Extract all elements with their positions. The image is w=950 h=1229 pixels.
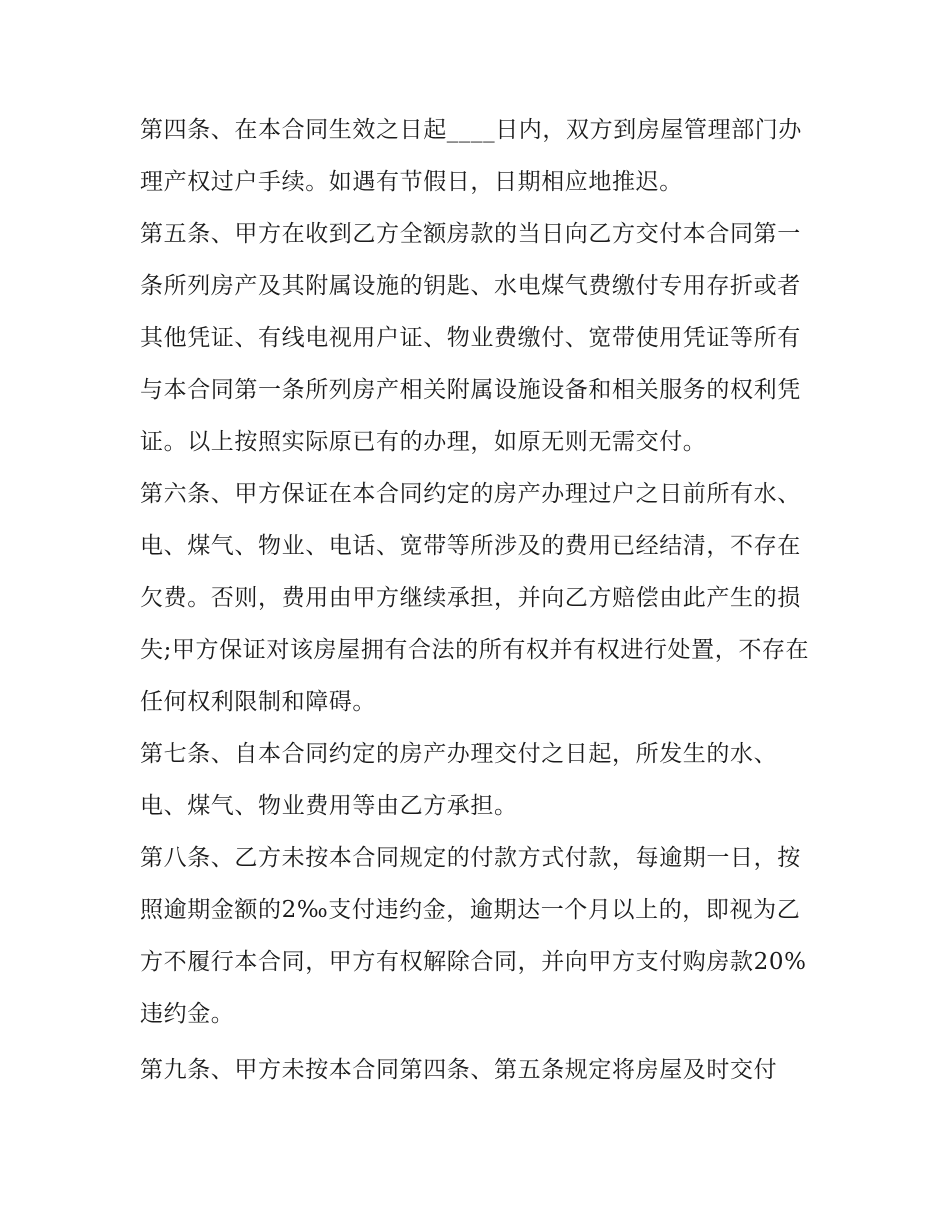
document-page <box>140 104 820 1096</box>
clause-7-paragraph: 第七条、自本合同约定的房产办理交付之日起，所发生的水、电、煤气、物业费用等由乙方承担。 <box>140 741 778 819</box>
clause-9-paragraph: 第九条、甲方未按本合同第四条、第五条规定将房屋及时交付 <box>140 1057 778 1083</box>
clause-8-paragraph: 第八条、乙方未按本合同规定的付款方式付款，每逾期一日，按照逾期金额的2‰支付违约金，逾期达一个月以上的，即视为乙方不履行本合同，甲方有权解除合同，并向甲方支付购房款20%违约金。 <box>140 845 807 1027</box>
clause-4-paragraph: 第四条、在本合同生效之日起____日内，双方到房屋管理部门办理产权过户手续。如遇有节假日，日期相应地推迟。 <box>140 117 802 195</box>
clause-5-paragraph: 第五条、甲方在收到乙方全额房款的当日向乙方交付本合同第一条所列房产及其附属设施的钥匙、水电煤气费缴付专用存折或者其他凭证、有线电视用户证、物业费缴付、宽带使用凭证等所有与本合同第一条所列房产相关附属设施设备和相关服务的权利凭证。以上按照实际原已有的办理，如原无则无需交付。 <box>140 221 801 455</box>
clause-6-paragraph: 第六条、甲方保证在本合同约定的房产办理过户之日前所有水、电、煤气、物业、电话、宽带等所涉及的费用已经结清，不存在欠费。否则，费用由甲方继续承担，并向乙方赔偿由此产生的损失;甲方保证对该房屋拥有合法的所有权并有权进行处置，不存在任何权利限制和障碍。 <box>140 481 810 715</box>
